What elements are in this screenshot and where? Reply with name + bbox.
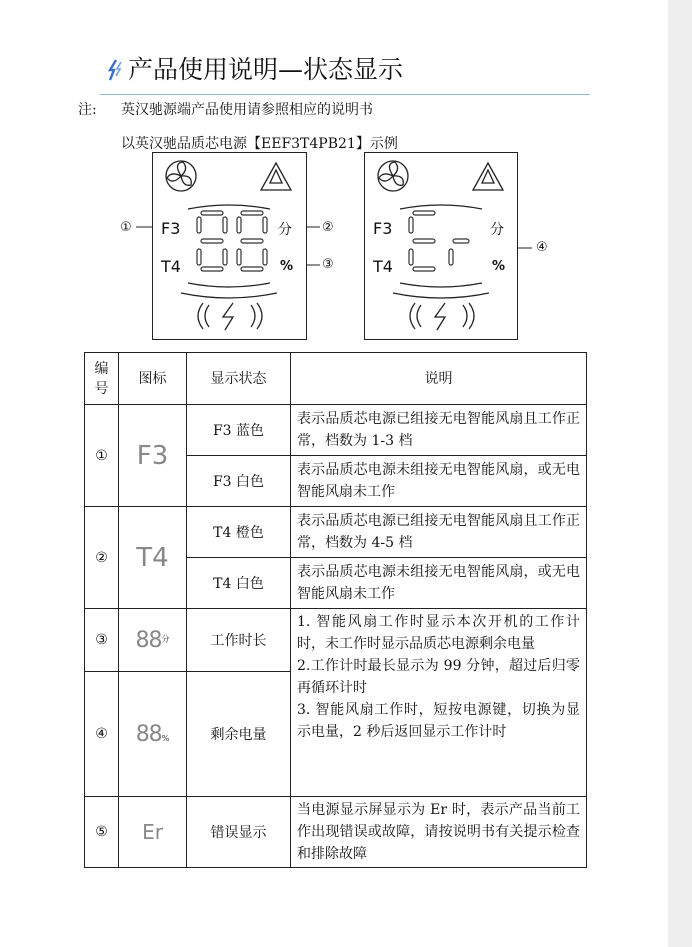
table-row bbox=[85, 609, 587, 672]
desc-cell: 表示品质芯电源已组接无电智能风扇且工作正常，档数为 1-3 档 bbox=[291, 405, 587, 456]
header-state: 显示状态 bbox=[187, 353, 291, 405]
f3-label: F3 bbox=[161, 219, 181, 238]
state-cell: T4 白色 bbox=[187, 558, 291, 609]
percent-digits-icon: 88% bbox=[119, 672, 187, 797]
percent-label: % bbox=[280, 259, 294, 274]
desc-cell: 表示品质芯电源未组接无电智能风扇，或无电智能风扇未工作 bbox=[291, 456, 587, 507]
t4-label: T4 bbox=[161, 257, 181, 276]
error-display-icon: Er bbox=[119, 797, 187, 868]
state-cell: 工作时长 bbox=[187, 609, 291, 672]
state-cell: F3 蓝色 bbox=[187, 405, 291, 456]
wireless-charge-icon bbox=[198, 303, 262, 330]
minute-label: 分 bbox=[278, 222, 292, 238]
display-panel-error bbox=[364, 152, 518, 340]
callout-2: ② bbox=[322, 220, 334, 235]
note-line-1: 英汉驰源端产品使用请参照相应的说明书 bbox=[121, 102, 373, 118]
f3-icon: F3 bbox=[119, 405, 187, 507]
state-cell: 错误显示 bbox=[187, 797, 291, 868]
header-icon: 图标 bbox=[119, 353, 187, 405]
fan-icon bbox=[166, 161, 196, 191]
header-desc: 说明 bbox=[291, 353, 587, 405]
display-panel-graphics bbox=[153, 153, 306, 339]
minute-digits-icon: $88^分$ bbox=[119, 609, 187, 672]
state-cell: F3 白色 bbox=[187, 456, 291, 507]
table-row bbox=[85, 507, 587, 558]
percent-label-2: % bbox=[492, 259, 506, 274]
row-num: ⑤ bbox=[85, 797, 119, 868]
desc-cell: 当电源显示屏显示为 Er 时，表示产品当前工作出现错误或故障，请按说明书有关提示检查和排除故障 bbox=[291, 797, 587, 868]
desc-cell: 表示品质芯电源未组接无电智能风扇，或无电智能风扇未工作 bbox=[291, 558, 587, 609]
header-num: 编号 bbox=[85, 353, 119, 405]
row-num: ① bbox=[85, 405, 119, 507]
t4-label-2: T4 bbox=[373, 257, 393, 276]
table-row bbox=[85, 797, 587, 868]
desc-cell: 表示品质芯电源已组接无电智能风扇且工作正常，档数为 4-5 档 bbox=[291, 507, 587, 558]
minute-label-2: 分 bbox=[490, 222, 504, 238]
state-cell: T4 橙色 bbox=[187, 507, 291, 558]
note-line-2: 以英汉驰品质芯电源【EEF3T4PB21】示例 bbox=[121, 136, 398, 152]
f3-label-2: F3 bbox=[373, 219, 393, 238]
row-num: ③ bbox=[85, 609, 119, 672]
table-row bbox=[85, 405, 587, 456]
desc-cell-merged: 1. 智能风扇工作时显示本次开机的工作计时，未工作时显示品质芯电源剩余电量 2.工作计时最长显示为 99 分钟，超过后归零再循环计时 3. 智能风扇工作时，短按电源键，切换为显示电量，2 秒后返回显示工作计时 bbox=[291, 609, 587, 797]
note-label: 注: bbox=[78, 102, 97, 118]
callout-1: ① bbox=[120, 220, 132, 235]
callout-3: ③ bbox=[322, 257, 334, 272]
callout-lines bbox=[0, 0, 692, 400]
page-title: 产品使用说明—状态显示 bbox=[128, 55, 404, 84]
recycle-triangle-icon bbox=[261, 163, 291, 190]
table-header-row bbox=[85, 353, 587, 405]
state-cell: 剩余电量 bbox=[187, 672, 291, 797]
row-num: ④ bbox=[85, 672, 119, 797]
display-panel-full bbox=[152, 152, 307, 340]
status-table bbox=[84, 352, 587, 868]
row-num: ② bbox=[85, 507, 119, 609]
t4-icon: T4 bbox=[119, 507, 187, 609]
display-panel-graphics-2 bbox=[365, 153, 517, 339]
callout-4: ④ bbox=[536, 240, 548, 255]
